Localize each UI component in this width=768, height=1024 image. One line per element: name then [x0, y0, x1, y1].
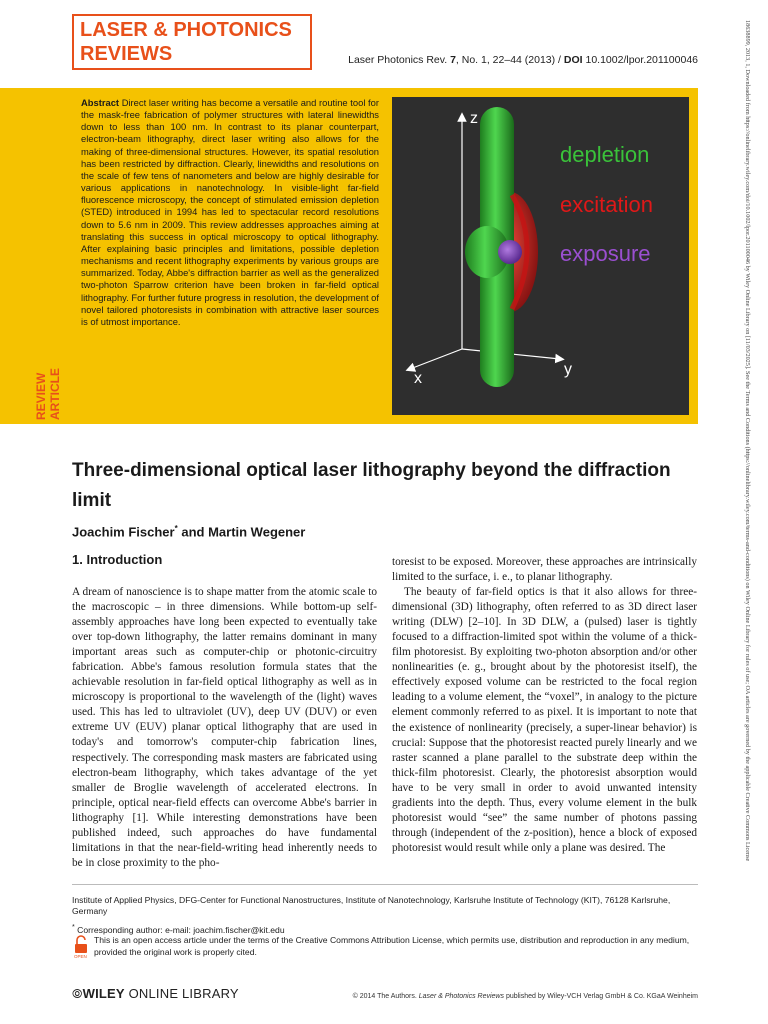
authors — [72, 524, 305, 539]
citation-prefix: Laser Photonics Rev. — [348, 54, 448, 66]
paragraph: A dream of nanoscience is to shape matter from the atomic scale to the macroscopic – in three dimensions. While bottom-up self-assembly approaches have long been expected to eventually take over top-down lithography, the latter remains dominant in many important areas such as computer-chip or photonic-circuitry fabrication. Abbe's famous resolution formula states that the achievable resolution in far-field optical lithography as well as in microscopy is proportional to the wavelength of the (light) waves used. This has led to ultraviolet (UV), deep UV (DUV) or even extreme UV (EUV) planar optical lithography that are used in today's and tomorrow's computer-chip fabrication lines, respectively. The corresponding mask masters are fabricated using electron-beam lithography, which takes advantage of the yet smaller de Broglie wavelength of accelerated electrons. In principle, optical near-field effects can overcome Abbe's barrier in lithography [1]. While interesting demonstrations have been published indeed, such approaches do have fundamental limitations in that the near-field-writing head inherently needs to be in close proximity to the pho- — [72, 586, 377, 869]
copyright — [300, 993, 698, 1000]
affiliation: Institute of Applied Physics, DFG-Center for Functional Nanostructures, Institute of Nanotechnology, Karlsruhe Institute of Technology (KIT), 76128 Karlsruhe, Germany — [72, 895, 671, 916]
abstract — [81, 97, 379, 328]
copyright-post: published by Wiley-VCH Verlag GmbH & Co. KGaA Weinheim — [505, 993, 698, 1000]
citation-volume: 7 — [450, 54, 456, 66]
author-1: Joachim Fischer — [72, 524, 175, 540]
wiley-icon: ⦾ — [72, 986, 83, 1001]
citation-rest: , No. 1, 22–44 (2013) / — [455, 54, 561, 66]
paragraph: toresist to be exposed. Moreover, these approaches are intrinsically limited to the surface, i. e., to planar lithography. — [392, 556, 697, 584]
review-badge-line1: REVIEW — [34, 372, 48, 420]
axis-y-label: y — [564, 361, 572, 378]
open-access-label: OPEN — [74, 954, 87, 959]
citation-doi[interactable]: 10.1002/lpor.201100046 — [585, 54, 698, 66]
legend-exposure: exposure — [560, 241, 651, 266]
legend-depletion: depletion — [560, 142, 650, 167]
article-title: Three-dimensional optical laser lithography beyond the diffraction limit — [72, 460, 671, 511]
x-axis — [410, 349, 462, 369]
paragraph: The beauty of far-field optics is that it also allows for three-dimensional (3D) lithography, often referred to as 3D direct laser writing (DLW) [2–10]. In 3D DLW, a (pulsed) laser is tightly focused to a diffraction-limited spot within the volume of a thick-film photoresist. By exploiting two-photon absorption and/or other nonlinearities (e. g., brought about by the photoresist itself), the effectively exposed volume can be restricted to the focal region leading to a volume element, the “voxel”, in analogy to the picture element commonly referred to as pixel. It is important to note that the existence of nonlinearity (precisely, a super-linear behavior) is crucial: Suppose that the photoresist reacted purely linearly and we raster scanned a plane parallel to the substrate deep within the thick-film photoresist. Clearly, the photoresist absorption would have to be very small in order to avoid unwanted intensity gradients into the depth. Thus, every volume element in the bulk photoresist would “see” the same number of photons passing through (independent of the z-position), hence a block of exposed photoresist would result while only a plane was desired. The — [392, 586, 697, 854]
online-library-wordmark: ONLINE LIBRARY — [128, 986, 239, 1001]
corresponding-author — [72, 922, 698, 936]
legend-excitation: excitation — [560, 192, 653, 217]
footnote-divider — [72, 884, 698, 885]
voxel-illustration — [392, 97, 689, 415]
section-heading: 1. Introduction — [72, 552, 163, 567]
exposure-shape — [498, 240, 522, 264]
open-access-icon — [74, 935, 88, 959]
body-column-left — [72, 585, 377, 871]
corresponding-mark: * — [174, 524, 178, 533]
corresponding-star: * — [72, 923, 75, 931]
review-article-badge — [34, 360, 62, 420]
abstract-figure — [392, 97, 689, 415]
citation-doi-label: DOI — [563, 54, 583, 66]
wiley-wordmark: WILEY — [82, 986, 125, 1001]
abstract-body: Direct laser writing has become a versatile and routine tool for the mask-free fabrication of polymer structures with lateral linewidths down to less than 100 nm. In contrast to its planar counterpart, electron-beam lithography, direct laser writing also allows for the making of three-dimensional structures. However, its spatial resolution has been restricted by diffraction. Clearly, linewidths and resolutions on the scale of few tens of nanometers and below are highly desirable for various applications in nanotechnology. In visible-light far-field fluorescence microscopy, the concept of stimulated emission depletion (STED) introduced in 1994 has led to spectacular record resolutions down to 5.6 nm in 2009. This review addresses approaches aiming at translating this success in optical microscopy to optical lithography. After explaining basic principles and limitations, possible depletion mechanisms and recent lithography experiments by various groups are summarized. Today, Abbe's diffraction barrier as well as the generalized two-photon Sparrow criterion have been broken in far-field optical lithography. For further future progress in resolution, the development of novel tailored photoresists in combination with attractive laser sources is of utmost importance. — [81, 97, 379, 327]
wiley-online-library-logo[interactable] — [72, 986, 239, 1002]
author-2: and Martin Wegener — [177, 524, 306, 540]
copyright-pre: © 2014 The Authors. — [352, 993, 417, 1000]
journal-logo-line2: REVIEWS — [80, 43, 173, 65]
abstract-label: Abstract — [81, 97, 120, 108]
side-download-notice — [741, 20, 755, 1005]
body-column-right — [392, 555, 697, 856]
axis-z-label: z — [470, 110, 478, 127]
journal-logo — [72, 14, 312, 70]
license-statement: This is an open access article under the terms of the Creative Commons Attribution License, which permits use, distribution and reproduction in any medium, provided the original work is properly cited. — [94, 935, 690, 957]
citation — [300, 54, 698, 66]
side-download-text: 18638899, 2013, 1, Downloaded from https://onlinelibrary.wiley.com/doi/10.1002/lpor.201100046 by Wiley Online Library on [11/03/2025]. See the Terms and Conditions (https://onlinelibrary.wiley.com/terms-and-conditions) on Wiley Online Library for rules of use; OA articles are governed by the applicable Creative Commons License — [744, 20, 751, 862]
corresponding-email[interactable]: Corresponding author: e-mail: joachim.fischer@kit.edu — [74, 924, 285, 935]
axis-x-label: x — [414, 370, 422, 387]
review-badge-line2: ARTICLE — [48, 368, 62, 420]
copyright-journal: Laser & Photonics Reviews — [418, 993, 504, 1000]
journal-logo-line1: LASER & PHOTONICS — [80, 19, 292, 41]
